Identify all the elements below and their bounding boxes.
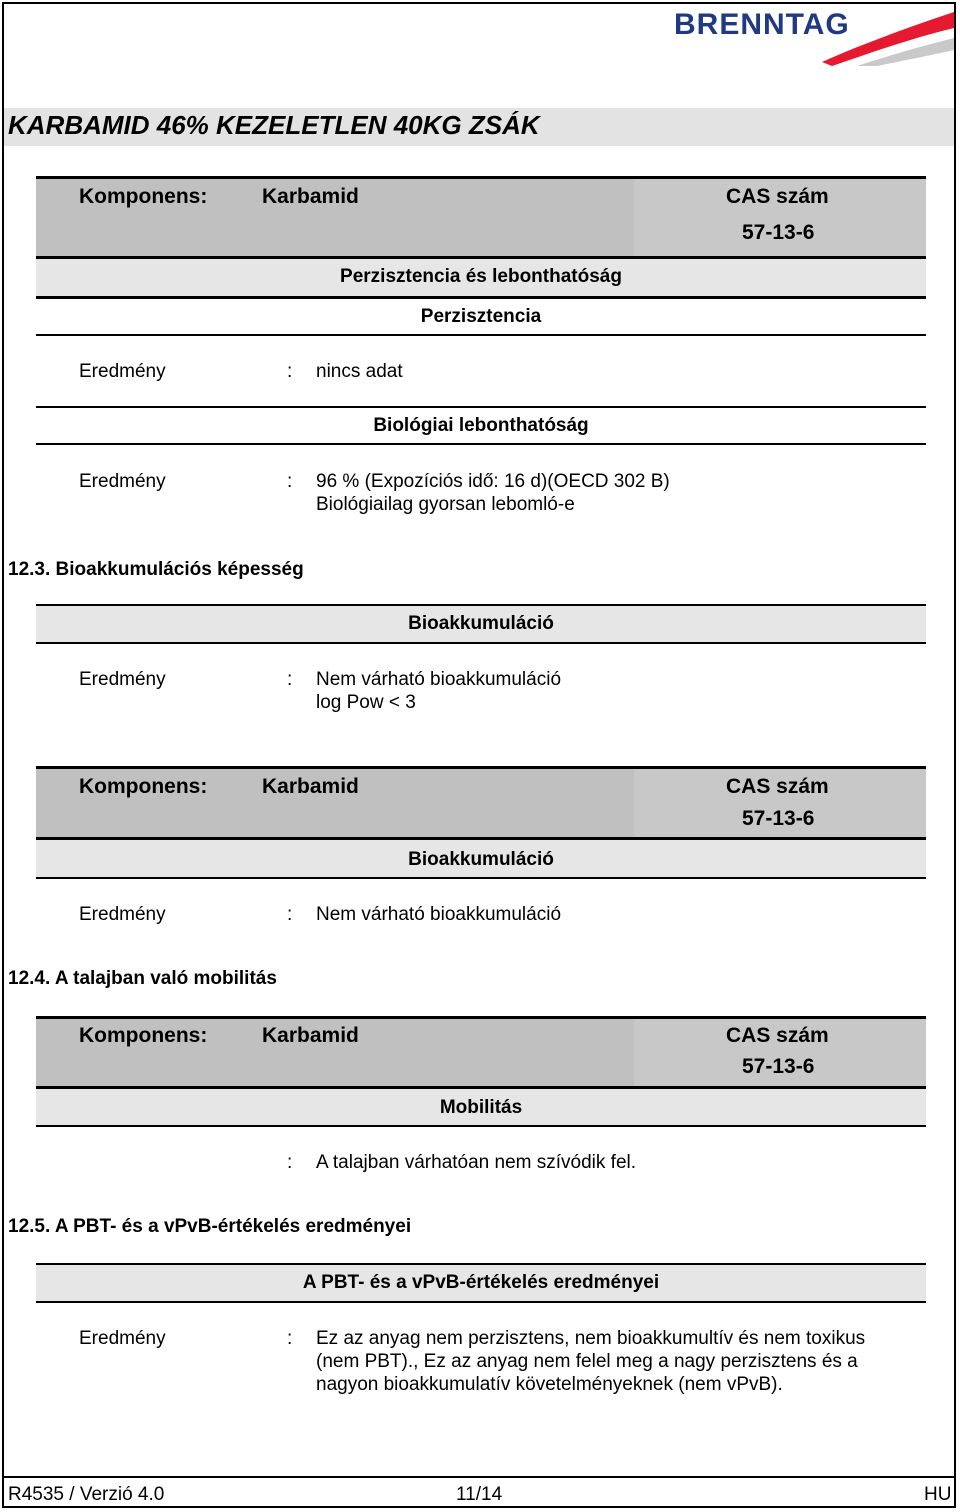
divider (36, 877, 926, 879)
result-label: Eredmény (79, 1328, 166, 1349)
colon: : (287, 361, 293, 382)
sub-heading-biodegradability: Biológiai lebonthatóság (373, 415, 589, 436)
section-heading-12-5: 12.5. A PBT- és a vPvB-értékelés eredményei (8, 1216, 412, 1237)
brenntag-logo (672, 4, 956, 66)
sub-heading-bioaccumulation: Bioakkumuláció (408, 613, 554, 634)
divider (36, 1125, 926, 1127)
divider (36, 443, 926, 445)
section-heading: Perzisztencia és lebonthatóság (340, 266, 622, 287)
divider (36, 766, 926, 769)
result-value-line: nagyon bioakkumulatív követelményeknek (nem vPvB). (316, 1374, 783, 1395)
sub-heading-pbt: A PBT- és a vPvB-értékelés eredményei (302, 1272, 660, 1293)
footer-doc-version: R4535 / Verzió 4.0 (8, 1484, 165, 1505)
cas-label: CAS szám (726, 185, 829, 208)
colon: : (287, 1328, 293, 1349)
colon: : (287, 1152, 293, 1173)
result-label: Eredmény (79, 471, 166, 492)
divider (36, 176, 926, 179)
cas-label: CAS szám (726, 1024, 829, 1047)
footer-divider (4, 1476, 954, 1478)
divider (36, 642, 926, 644)
komponens-value: Karbamid (262, 185, 359, 208)
result-value: Nem várható bioakkumuláció (316, 904, 562, 925)
komponens-label: Komponens: (79, 775, 208, 798)
footer-page-number: 11/14 (456, 1484, 503, 1505)
cas-value: 57-13-6 (742, 1055, 815, 1078)
result-value: A talajban várhatóan nem szívódik fel. (316, 1152, 637, 1173)
result-value-line: (nem PBT)., Ez az anyag nem felel meg a nagy perzisztens és a (316, 1351, 858, 1372)
brenntag-logo-wordmark: BRENNTAG (674, 8, 850, 41)
sub-heading-perzisztencia: Perzisztencia (420, 306, 542, 327)
result-value-line: log Pow < 3 (316, 692, 416, 713)
divider (36, 1301, 926, 1303)
section-heading-12-3: 12.3. Bioakkumulációs képesség (8, 559, 304, 580)
page-title: KARBAMID 46% KEZELETLEN 40KG ZSÁK (8, 110, 540, 140)
colon: : (287, 669, 293, 690)
divider (36, 1016, 926, 1019)
result-label: Eredmény (79, 361, 166, 382)
sub-heading-bioaccumulation: Bioakkumuláció (408, 849, 554, 870)
result-value-line: Biológiailag gyorsan lebomló-e (316, 494, 575, 515)
sub-heading-mobility: Mobilitás (439, 1097, 523, 1118)
result-label: Eredmény (79, 669, 166, 690)
result-label: Eredmény (79, 904, 166, 925)
cas-value: 57-13-6 (742, 221, 815, 244)
footer-language: HU (924, 1484, 952, 1505)
result-value: nincs adat (316, 361, 403, 382)
colon: : (287, 471, 293, 492)
cas-label: CAS szám (726, 775, 829, 798)
colon: : (287, 904, 293, 925)
divider (36, 296, 926, 299)
komponens-value: Karbamid (262, 1024, 359, 1047)
section-heading-12-4: 12.4. A talajban való mobilitás (8, 968, 277, 989)
result-value-line: 96 % (Expozíciós idő: 16 d)(OECD 302 B) (316, 471, 670, 492)
cas-value: 57-13-6 (742, 807, 815, 830)
brenntag-logo-graphic (672, 4, 956, 66)
divider (36, 406, 926, 408)
result-value-line: Nem várható bioakkumuláció (316, 669, 562, 690)
result-value-line: Ez az anyag nem perzisztens, nem bioakkumultív és nem toxikus (316, 1328, 866, 1349)
divider (36, 334, 926, 336)
komponens-label: Komponens: (79, 185, 208, 208)
komponens-value: Karbamid (262, 775, 359, 798)
komponens-label: Komponens: (79, 1024, 208, 1047)
